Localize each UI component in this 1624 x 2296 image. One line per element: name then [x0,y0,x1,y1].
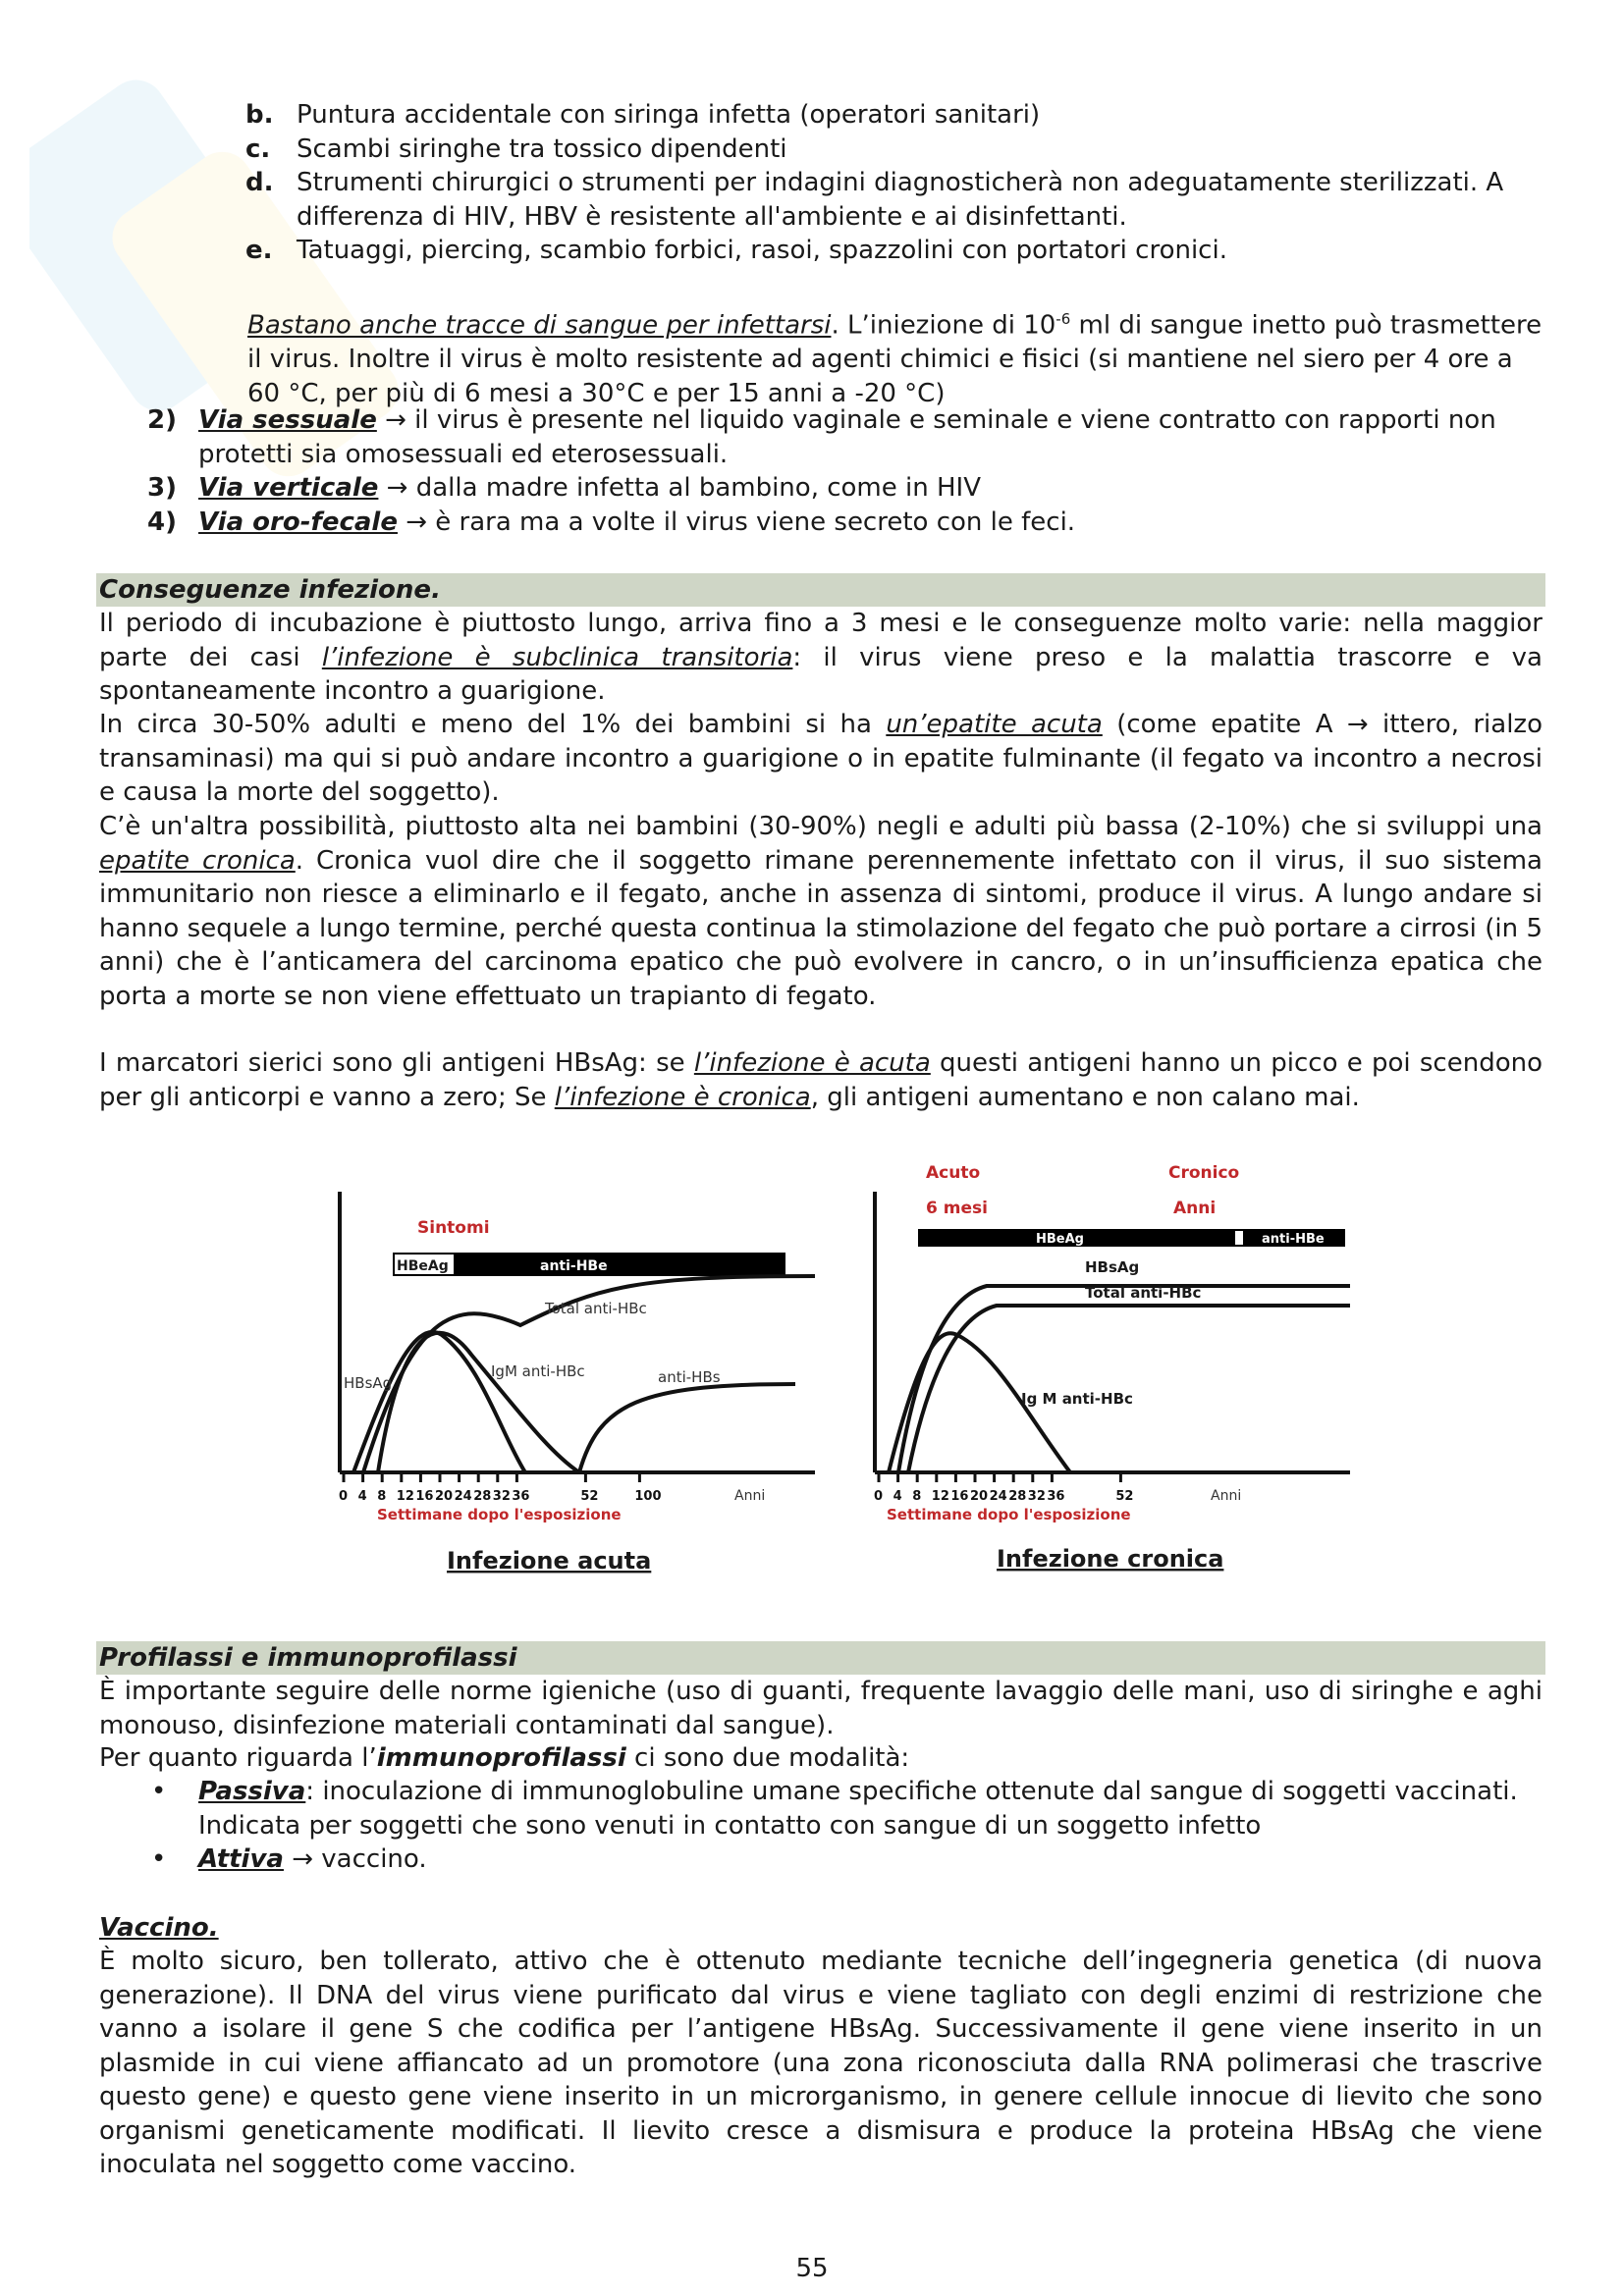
x-tick-label: 20 [435,1489,454,1504]
curve-hbsag [898,1286,1350,1472]
x-axis-label: Settimane dopo l'esposizione [887,1506,1131,1523]
x-tick-label: 52 [1115,1489,1134,1504]
x-tick-label: 20 [970,1489,989,1504]
paragraph: C’è un'altra possibilità, piuttosto alta nei bambini (30-90%) negli e adulti più bassa (2-10%) che si sviluppi una epatite cronica. Cronica vuol dire che il soggetto rimane perennemente infettato con il virus, il suo sistema immunitario non riesce a eliminarlo e il fegato, anche in assenza di sintomi, produce il virus. A lungo andare si hanno sequele a lungo termine, perché questa continua la stimolazione del fegato che può portare a cirrosi (in 5 anni) che è l’anticamera del carcinoma epatico che può evolvere in cancro, o in un’insufficienza epatica che porta a morte se non viene effettuato un trapianto di fegato. [99,812,1543,1011]
symptoms-label: Sintomi [417,1218,490,1238]
bar-label-hbeag: HBeAg [397,1258,449,1274]
list-item: • Attiva → vaccino. [151,1844,427,1874]
caption-chronic: Infezione cronica [997,1545,1224,1573]
x-tick-label: 0 [339,1489,349,1504]
list-item: 2) Via sessuale → il virus è presente nel liquido vaginale e seminale e viene contratto con rapporti non protetti sia omosessuali ed eterosessuali. [147,405,1496,469]
bar-label-hbeag: HBeAg [1036,1232,1084,1247]
bar-label-anti-hbe: anti-HBe [540,1258,608,1274]
unit-label: Anni [734,1488,766,1504]
section-title-conseguenze: Conseguenze infezione. [99,575,441,605]
phase-acute-label: Acuto [926,1163,981,1183]
x-tick-label: 0 [874,1489,884,1504]
x-tick-label: 12 [396,1489,414,1504]
x-tick-label: 16 [950,1489,969,1504]
list-item: e. Tatuaggi, piercing, scambio forbici, rasoi, spazzolini con portatori cronici. [245,236,1227,265]
x-tick-label: 36 [1047,1489,1065,1504]
paragraph: È importante seguire delle norme igieniche (uso di guanti, frequente lavaggio delle mani, uso di siringhe e aghi monouso, disinfezione materiali contaminati dal sangue). [99,1677,1543,1740]
paragraph: Il periodo di incubazione è piuttosto lungo, arriva fino a 3 mesi e le conseguenze molto varie: nella maggior parte dei casi l’infezione è subclinica transitoria: il virus viene preso e la malattia trascorre e va spontaneamente incontro a guarigione. [99,609,1543,706]
curve-hbsag [353,1332,525,1472]
unit-label: Anni [1211,1488,1242,1504]
paragraph: I marcatori sierici sono gli antigeni HBsAg: se l’infezione è acuta questi antigeni hanno un picco e poi scendono per gli anticorpi e vanno a zero; Se l’infezione è cronica, gli antigeni aumentano e non calano mai. [99,1048,1543,1112]
x-tick-label: 32 [492,1489,511,1504]
phase-chronic-sub: Anni [1173,1199,1217,1218]
section-title-profilassi: Profilassi e immunoprofilassi [99,1643,517,1673]
section-title-vaccino: Vaccino. [99,1913,219,1943]
x-tick-label: 12 [931,1489,949,1504]
x-tick-label: 28 [1008,1489,1027,1504]
label-igm-anti-hbc: Ig M anti-HBc [1021,1390,1133,1408]
x-tick-label: 4 [893,1489,902,1504]
page-number: 55 [795,2254,829,2283]
list-item: 3) Via verticale → dalla madre infetta al bambino, come in HIV [147,473,981,503]
chronic-x-ticks [874,1472,1133,1504]
x-tick-label: 16 [415,1489,434,1504]
bar-label-anti-hbe: anti-HBe [1262,1232,1325,1247]
label-total-anti-hbc: Total anti-HBc [545,1300,647,1317]
x-tick-label: 24 [989,1489,1007,1504]
x-tick-label: 8 [912,1489,922,1504]
label-anti-hbs: anti-HBs [658,1368,721,1386]
x-axis-label: Settimane dopo l'esposizione [377,1506,622,1523]
curve-igm-anti-hbc [378,1333,579,1472]
list-item: d. Strumenti chirurgici o strumenti per indagini diagnosticherà non adeguatamente sterilizzati. A differenza di HIV, HBV è resistente all'ambiente e ai disinfettanti. [245,168,1504,232]
x-tick-label: 28 [473,1489,492,1504]
list-item: • Passiva: inoculazione di immunoglobuline umane specifiche ottenute dal sangue di soggetti vaccinati. Indicata per soggetti che sono venuti in contatto con sangue di un soggetto infetto [151,1777,1518,1841]
x-tick-label: 4 [357,1489,367,1504]
list-item: 4) Via oro-fecale → è rara ma a volte il virus viene secreto con le feci. [147,507,1076,537]
chronic-chart [874,1163,1350,1573]
list-item: c. Scambi siringhe tra tossico dipendenti [245,133,787,164]
caption-acute: Infezione acuta [447,1547,652,1575]
x-tick-label: 24 [454,1489,472,1504]
blood-note: Bastano anche tracce di sangue per infettarsi. L’iniezione di $10^{-6}$ ml di sangue inetto può trasmettere il virus. Inoltre il virus è molto resistente ad agenti chimici e fisici (si mantiene nel siero per 4 ore a 60 °C, per più di 6 mesi a 30°C e per 15 anni a -20 °C) [247,310,1543,408]
x-tick-label: 8 [377,1489,387,1504]
list-item: b. Puntura accidentale con siringa infetta (operatori sanitari) [245,100,1041,130]
paragraph: Per quanto riguarda l’immunoprofilassi ci sono due modalità: [99,1743,910,1773]
x-tick-label: 36 [512,1489,530,1504]
hbv-serology-figure [324,1158,1375,1590]
label-hbsag: HBsAg [1085,1258,1140,1276]
immunoprophylaxis-list [147,1775,1542,1877]
phase-chronic-label: Cronico [1168,1163,1240,1183]
phase-acute-sub: 6 mesi [926,1199,988,1218]
acute-x-ticks [339,1472,662,1504]
x-tick-label: 52 [580,1489,599,1504]
transmission-sublist [245,98,1542,268]
curve-anti-hbs [579,1384,795,1472]
x-tick-label: 32 [1027,1489,1046,1504]
label-igm-anti-hbc: IgM anti-HBc [491,1362,585,1380]
curve-total-anti-hbc [908,1306,1350,1472]
acute-chart [339,1192,815,1575]
paragraph: È molto sicuro, ben tollerato, attivo che è ottenuto mediante tecniche dell’ingegneria genetica (di nuova generazione). Il DNA del virus viene purificato dal virus e viene tagliato con degli enzimi di restrizione che vanno a isolare il gene S che codifica per l’antigene HBsAg. Successivamente il gene viene inserito in un plasmide in cui viene affiancato ad un promotore (una zona riconosciuta dalla RNA polimerasi che trascrive questo gene) e questo gene viene inserito in un microrganismo, in genere cellule innocue di lievito che sono organismi geneticamente modificati. Il lievito cresce a dismisura e produce la proteina HBsAg che viene inoculata nel soggetto come vaccino. [99,1947,1543,2179]
label-hbsag: HBsAg [344,1374,393,1392]
routes-list [147,403,1542,539]
label-total-anti-hbc: Total anti-HBc [1085,1284,1202,1302]
x-tick-label: 100 [634,1489,662,1504]
paragraph: In circa 30-50% adulti e meno del 1% dei bambini si ha un’epatite acuta (come epatite A → ittero, rialzo transaminasi) ma qui si può andare incontro a guarigione o in epatite fulminante (il fegato va incontro a necrosi e causa la morte del soggetto). [99,710,1543,807]
